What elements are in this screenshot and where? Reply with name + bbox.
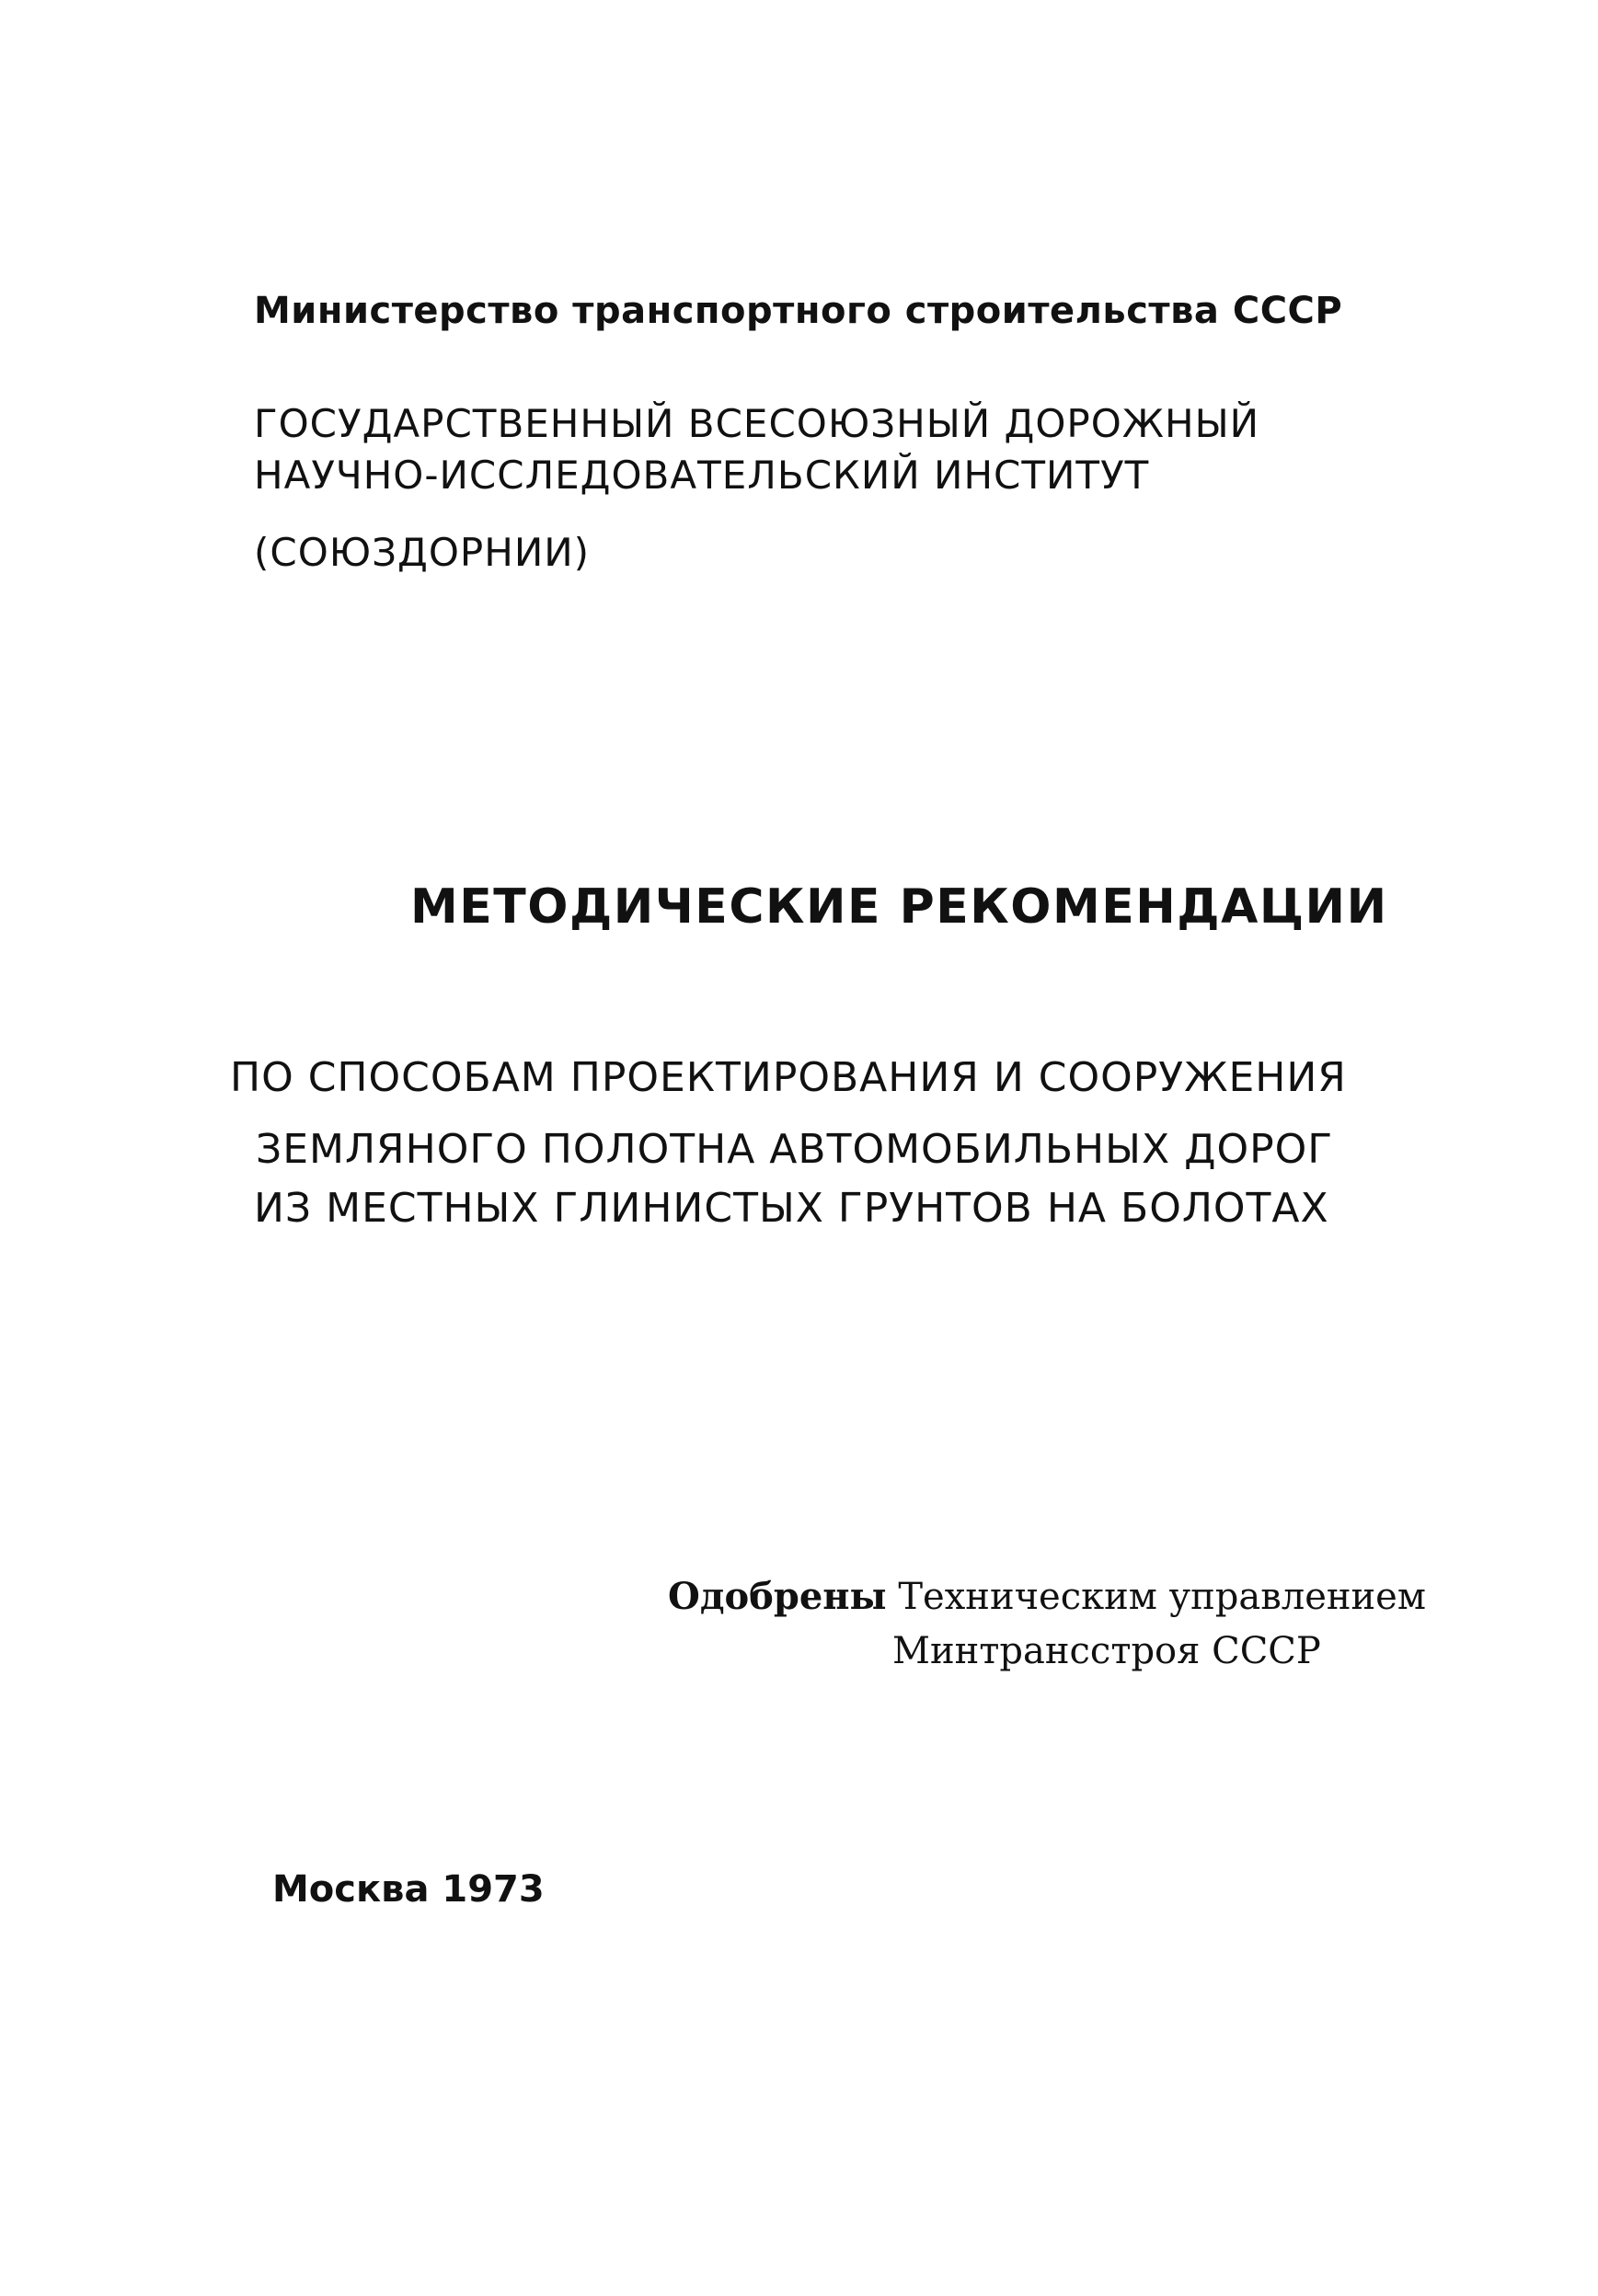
subtitle-line-2: ЗЕМЛЯНОГО ПОЛОТНА АВТОМОБИЛЬНЫХ ДОРОГ [256, 1126, 1334, 1173]
approval-lead: Одобрены [668, 1575, 887, 1618]
institute-abbreviation: (СОЮЗДОРНИИ) [254, 530, 591, 575]
subtitle-line-1: ПО СПОСОБАМ ПРОЕКТИРОВАНИЯ И СООРУЖЕНИЯ [230, 1054, 1347, 1101]
approval-line-1 [668, 1575, 1426, 1618]
approval-authority: Техническим управлением [898, 1576, 1426, 1618]
place-and-year: Москва 1973 [272, 1868, 545, 1911]
subtitle-line-3: ИЗ МЕСТНЫХ ГЛИНИСТЫХ ГРУНТОВ НА БОЛОТАХ [254, 1185, 1329, 1232]
ministry-name: Министерство транспортного строительства СССР [254, 290, 1343, 332]
institute-name-line-1: ГОСУДАРСТВЕННЫЙ ВСЕСОЮЗНЫЙ ДОРОЖНЫЙ [254, 401, 1260, 446]
approval-line-2: Минтрансстроя СССР [892, 1630, 1321, 1672]
document-title: МЕТОДИЧЕСКИЕ РЕКОМЕНДАЦИИ [410, 879, 1388, 935]
institute-name-line-2: НАУЧНО-ИССЛЕДОВАТЕЛЬСКИЙ ИНСТИТУТ [254, 453, 1150, 498]
